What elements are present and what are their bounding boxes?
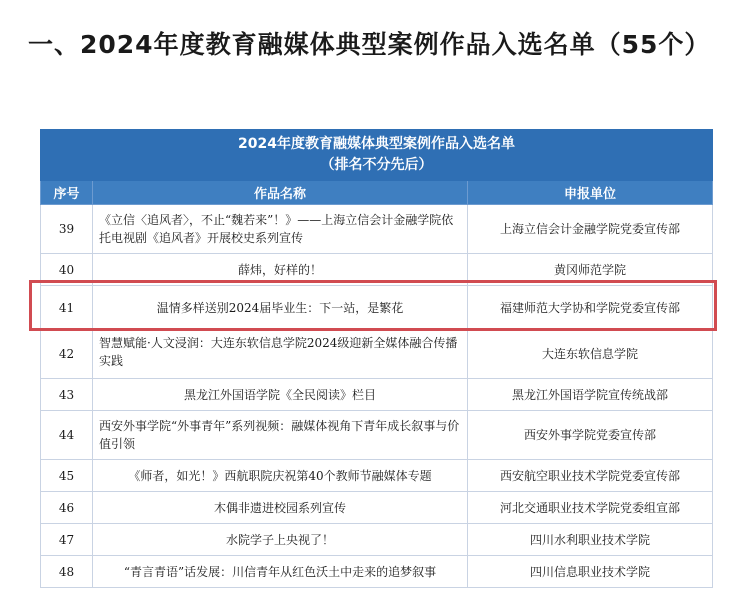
- table-title: [41, 130, 713, 181]
- row-no: 46: [41, 492, 93, 524]
- header-no: 序号: [41, 181, 93, 205]
- selection-table: [40, 129, 712, 588]
- row-title-text: 智慧赋能·人文浸润：大连东软信息学院2024级迎新全媒体融合传播实践: [99, 336, 458, 368]
- table-row: [41, 460, 713, 492]
- row-title: 《立信〈追风者〉，不止“魏若来”！》——上海立信会计金融学院依托电视剧《追风者》开展校史系列宣传: [93, 205, 468, 254]
- row-title: 薛炜，好样的！: [93, 254, 468, 286]
- row-unit: 福建师范大学协和学院党委宣传部: [468, 286, 713, 330]
- row-title: [93, 330, 468, 379]
- row-no: 45: [41, 460, 93, 492]
- row-no: 39: [41, 205, 93, 254]
- row-no: 43: [41, 379, 93, 411]
- table-row: [41, 524, 713, 556]
- table-row-highlighted: [41, 286, 713, 330]
- table-header-row: [41, 181, 713, 205]
- row-unit: 大连东软信息学院: [468, 330, 713, 379]
- row-no: 48: [41, 556, 93, 588]
- table-title-sub: （排名不分先后）: [320, 157, 433, 173]
- row-unit: 河北交通职业技术学院党委组宣部: [468, 492, 713, 524]
- table-title-row: [41, 130, 713, 181]
- row-unit: 西安航空职业技术学院党委宣传部: [468, 460, 713, 492]
- table-title-main: 2024年度教育融媒体典型案例作品入选名单: [238, 136, 515, 152]
- row-title: 西安外事学院“外事青年”系列视频：融媒体视角下青年成长叙事与价值引领: [93, 411, 468, 460]
- table-row: [41, 254, 713, 286]
- row-no: 42: [41, 330, 93, 379]
- row-title: 木偶非遗进校园系列宣传: [93, 492, 468, 524]
- row-unit: 黄冈师范学院: [468, 254, 713, 286]
- row-title: “青言青语”话发展：川信青年从红色沃土中走来的追梦叙事: [93, 556, 468, 588]
- table-row: [41, 205, 713, 254]
- header-title: 作品名称: [93, 181, 468, 205]
- row-no: 47: [41, 524, 93, 556]
- table-row: [41, 492, 713, 524]
- row-unit: 黑龙江外国语学院宣传统战部: [468, 379, 713, 411]
- header-unit: 申报单位: [468, 181, 713, 205]
- row-unit: 西安外事学院党委宣传部: [468, 411, 713, 460]
- row-no: 44: [41, 411, 93, 460]
- table-row: [41, 411, 713, 460]
- row-no: 40: [41, 254, 93, 286]
- table-row: [41, 330, 713, 379]
- table-row: [41, 379, 713, 411]
- row-title: 水院学子上央视了！: [93, 524, 468, 556]
- page-heading: 一、2024年度教育融媒体典型案例作品入选名单（55个）: [28, 30, 711, 59]
- row-unit: 四川信息职业技术学院: [468, 556, 713, 588]
- row-unit: 上海立信会计金融学院党委宣传部: [468, 205, 713, 254]
- row-unit: 四川水利职业技术学院: [468, 524, 713, 556]
- row-no: 41: [41, 286, 93, 330]
- table-row: [41, 556, 713, 588]
- row-title: 温情多样送别2024届毕业生：下一站，是繁花: [93, 286, 468, 330]
- row-title: 《师者，如光！》西航职院庆祝第40个教师节融媒体专题: [93, 460, 468, 492]
- row-title: 黑龙江外国语学院《全民阅读》栏目: [93, 379, 468, 411]
